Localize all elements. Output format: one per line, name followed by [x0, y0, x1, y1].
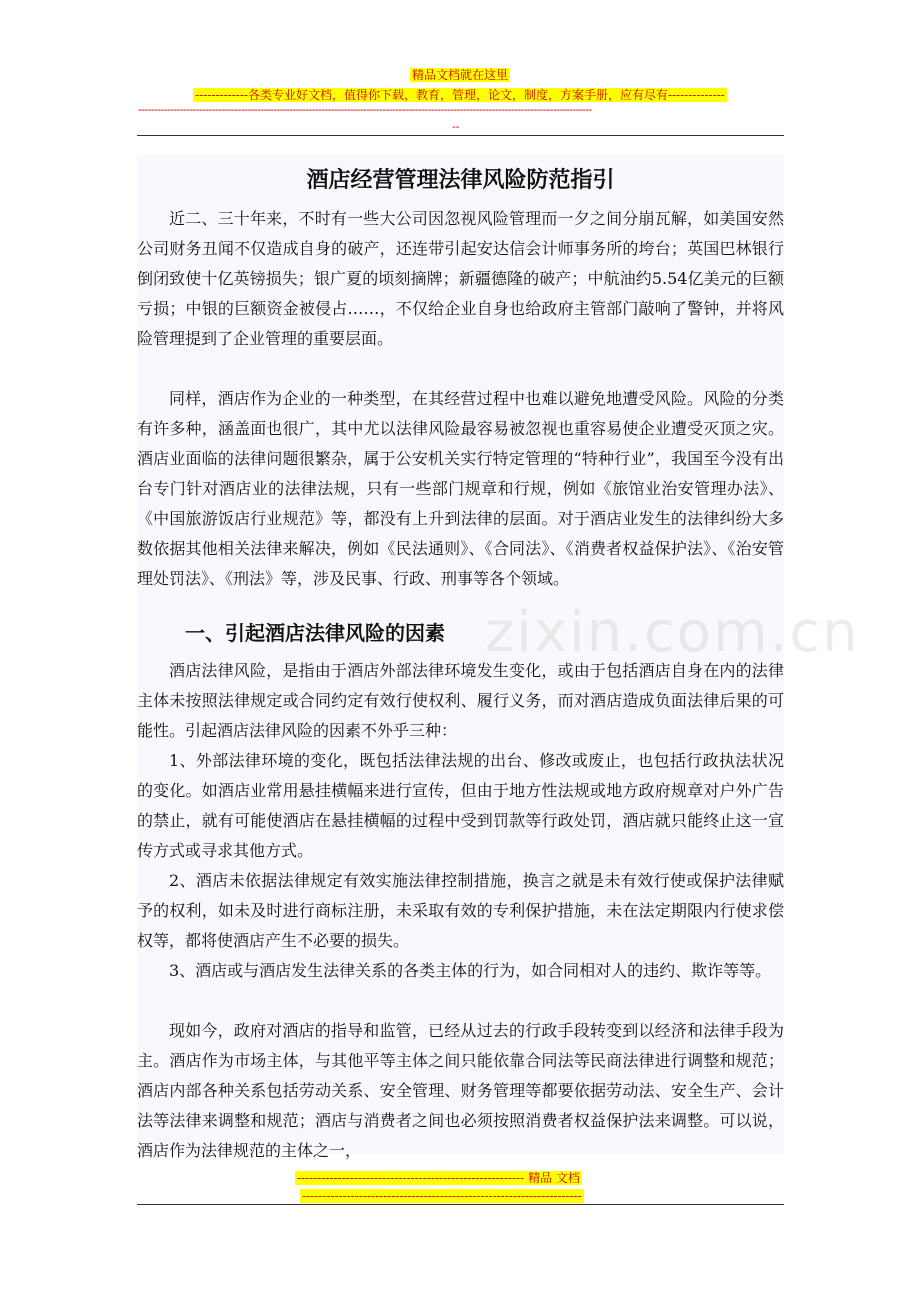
footer-label: 精品 文档	[528, 1171, 580, 1185]
section-paragraph-2: 1、外部法律环境的变化，既包括法律法规的出台、修改或废止，也包括行政执法状况的变化。如酒店业常用悬挂横幅来进行宣传，但由于地方性法规或地方政府规章对户外广告的禁止，就有可能使酒店在悬挂横幅的过程中受到罚款等行政处罚，酒店就只能终止这一宣传方式或寻求其他方式。	[137, 751, 784, 860]
header-dash-tail: --	[452, 120, 460, 133]
section-paragraph-5: 现如今，政府对酒店的指导和监管，已经从过去的行政手段转变到以经济和法律手段为主。酒店作为市场主体，与其他平等主体之间只能依靠合同法等民商法律进行调整和规范；酒店内部各种关系包括劳动关系、安全管理、财务管理等都要依据劳动法、安全生产、会计法等法律来调整和规范；酒店与消费者之间也必须按照消费者权益保护法来调整。可以说，酒店作为法律规范的主体之一，	[137, 1021, 784, 1160]
header-rule	[137, 135, 784, 136]
section-paragraph-1: 酒店法律风险，是指由于酒店外部法律环境发生变化，或由于包括酒店自身在内的法律主体未按照法律规定或合同约定有效行使权利、履行义务，而对酒店造成负面法律后果的可能性。引起酒店法律风险的因素不外乎三种：	[137, 661, 784, 740]
banner-title: 精品文档就在这里	[411, 68, 508, 82]
intro-paragraph-1: 近二、三十年来，不时有一些大公司因忽视风险管理而一夕之间分崩瓦解，如美国安然公司财务丑闻不仅造成自身的破产，还连带引起安达信会计师事务所的垮台；英国巴林银行倒闭致使十亿英镑损失；银广夏的顷刻摘牌；新疆德隆的破产；中航油约5.54亿美元的巨额亏损；中银的巨额资金被侵占……，不仅给企业自身也给政府主管部门敲响了警钟，并将风险管理提到了企业管理的重要层面。	[137, 209, 784, 348]
footer-dashes: --------------------------------------------------------	[297, 1171, 525, 1185]
banner-subtitle: -------------各类专业好文档，值得你下载，教育，管理，论文，制度，方案手册，应有尽有--------------	[195, 88, 725, 102]
intro-paragraph-2: 同样，酒店作为企业的一种类型，在其经营过程中也难以避免地遭受风险。风险的分类有许多种，涵盖面也很广，其中尤以法律风险最容易被忽视也重容易使企业遭受灭顶之灾。酒店业面临的法律问题很繁杂，属于公安机关实行特定管理的“特种行业”，我国至今没有出台专门针对酒店业的法律法规，只有一些部门规章和行规，例如《旅馆业治安管理办法》、《中国旅游饭店行业规范》等，都没有上升到法律的层面。对于酒店业发生的法律纠纷大多数依据其他相关法律来解决，例如《民法通则》、《合同法》、《消费者权益保护法》、《治安管理处罚法》、《刑法》等，涉及民事、行政、刑事等各个领域。	[137, 389, 784, 588]
section-paragraph-4: 3、酒店或与酒店发生法律关系的各类主体的行为，如合同相对人的违约、欺诈等等。	[169, 961, 772, 980]
watermark: zixin.com.cn	[485, 600, 860, 665]
footer-line-1	[295, 1170, 582, 1187]
footer-dashes-2: ---------------------------------------------------------------------	[302, 1189, 582, 1203]
header-banner	[0, 64, 920, 83]
footer-line-2	[300, 1188, 584, 1204]
header-dash-line: ---------------------------------------------------------------------------------------------------------------------------------------------	[138, 103, 592, 116]
header-subtitle-row	[0, 84, 920, 103]
section-heading: 一、引起酒店法律风险的因素	[185, 621, 445, 645]
section-paragraph-3: 2、酒店未依据法律规定有效实施法律控制措施，换言之就是未有效行使或保护法律赋予的权利，如未及时进行商标注册，未采取有效的专利保护措施，未在法定期限内行使求偿权等，都将使酒店产生不必要的损失。	[137, 871, 784, 950]
document-title: 酒店经营管理法律风险防范指引	[306, 168, 615, 193]
footer-rule	[137, 1204, 784, 1205]
